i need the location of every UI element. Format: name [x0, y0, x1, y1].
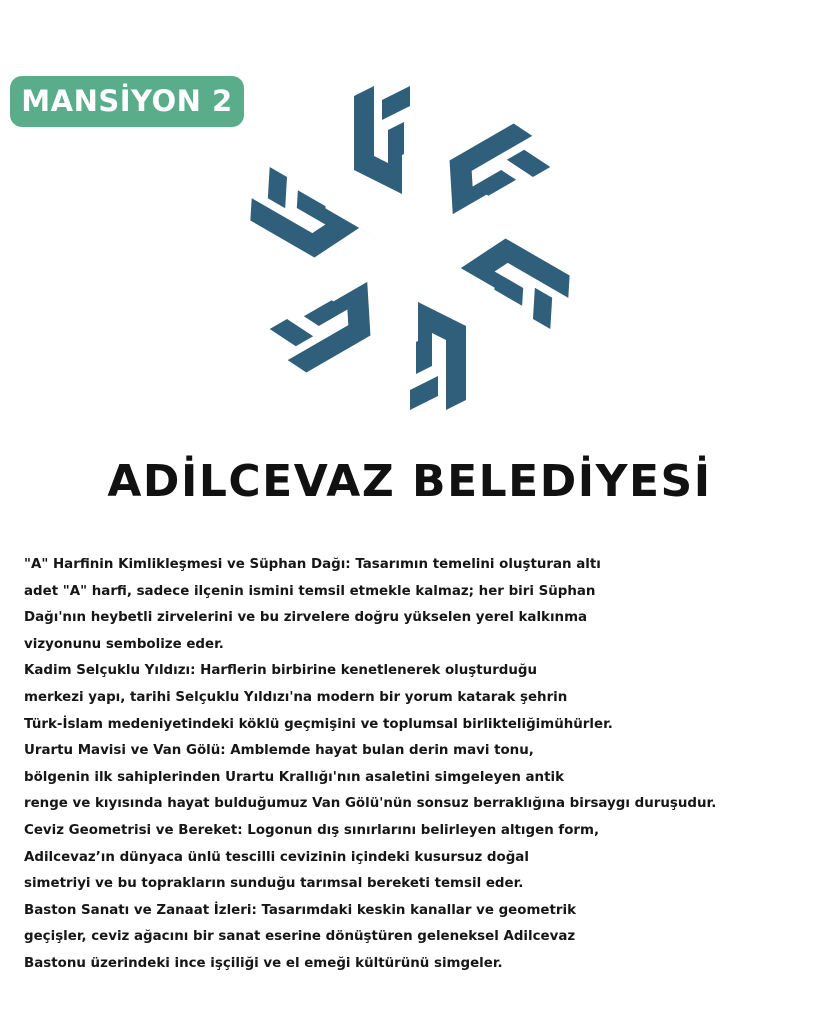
description-line: Türk-İslam medeniyetindeki köklü geçmişini ve toplumsal birlikteliğimühürler. — [24, 716, 613, 732]
award-badge: MANSİYON 2 — [10, 76, 244, 127]
description-line: Ceviz Geometrisi ve Bereket: Logonun dış sınırlarını belirleyen altıgen form, — [24, 822, 600, 838]
description-line: Bastonu üzerindeki ince işçiliği ve el emeği kültürünü simgeler. — [24, 955, 503, 971]
description-line: Adilcevaz’ın dünyaca ünlü tescilli cevizinin içindeki kusursuz doğal — [24, 849, 529, 865]
description-line: simetriyi ve bu toprakların sunduğu tarımsal bereketi temsil eder. — [24, 876, 524, 892]
description-line: geçişler, ceviz ağacını bir sanat eserine dönüştüren geleneksel Adilcevaz — [24, 929, 576, 945]
description-line: vizyonunu sembolize eder. — [24, 636, 224, 652]
description-line: Kadim Selçuklu Yıldızı: Harflerin birbirine kenetlenerek oluşturduğu — [24, 663, 538, 679]
description-line: "A" Harfinin Kimlikleşmesi ve Süphan Dağı: Tasarımın temelini oluşturan altı — [24, 557, 601, 572]
description-line: renge ve kıyısında hayat bulduğumuz Van Gölü'nün sonsuz berraklığına birsaygı duruşudur. — [24, 796, 717, 812]
description-line: Dağı'nın heybetli zirvelerini ve bu zirvelere doğru yükselen yerel kalkınma — [24, 610, 588, 626]
page-title: ADİLCEVAZ BELEDİYESİ — [107, 456, 712, 507]
description-text — [24, 552, 804, 978]
description-line: Baston Sanatı ve Zanaat İzleri: Tasarımdaki keskin kanallar ve geometrik — [24, 902, 576, 918]
description-line: bölgenin ilk sahiplerinden Urartu Krallığı'nın asaletini simgeleyen antik — [24, 769, 564, 785]
adilcevaz-star-emblem-icon — [223, 86, 597, 410]
emblem-arms — [242, 86, 579, 410]
description-line: Urartu Mavisi ve Van Gölü: Amblemde hayat bulan derin mavi tonu, — [24, 743, 534, 759]
description-line: merkezi yapı, tarihi Selçuklu Yıldızı'na modern bir yorum katarak şehrin — [24, 689, 568, 705]
description-line: adet "A" harfi, sadece ilçenin ismini temsil etmekle kalmaz; her biri Süphan — [24, 583, 596, 599]
